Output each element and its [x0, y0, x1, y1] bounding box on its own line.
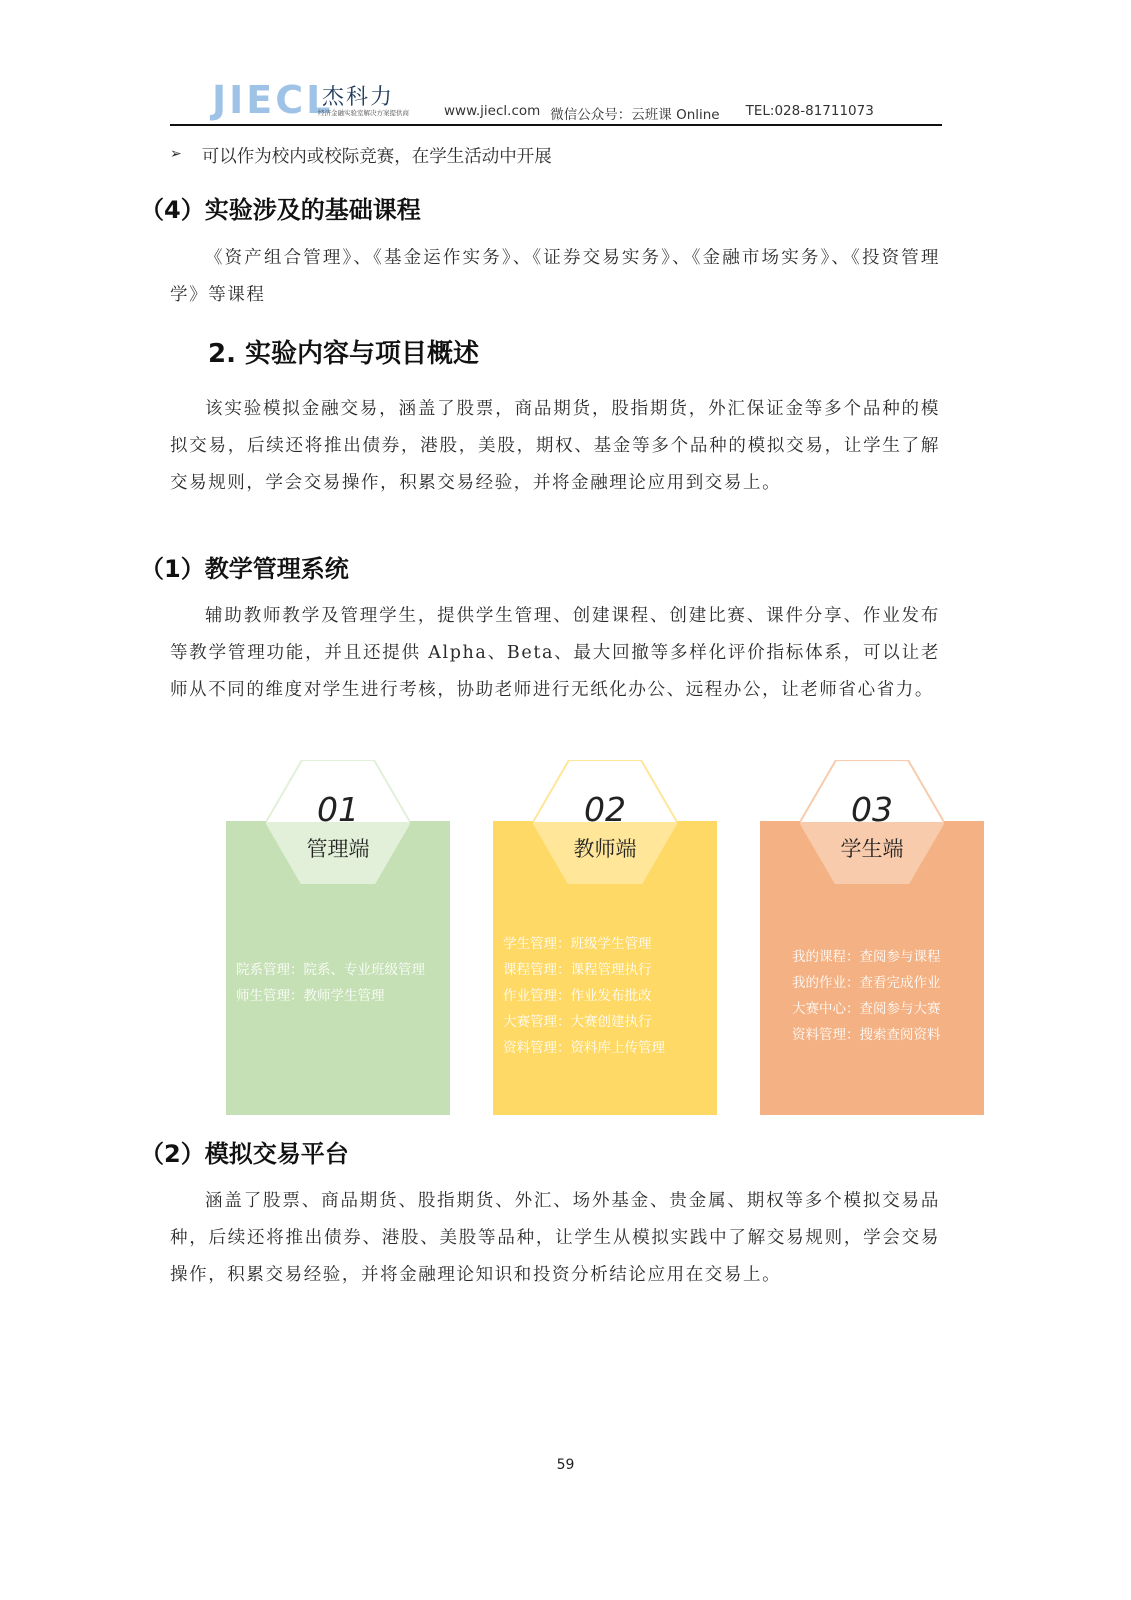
card-student-number: 03	[851, 790, 893, 829]
card-teacher-number: 02	[584, 790, 626, 829]
card-line: 大赛中心：查阅参与大赛	[792, 1001, 941, 1017]
card-admin-number: 01	[317, 790, 359, 829]
section-heading-teaching: （1）教学管理系统	[140, 555, 349, 583]
courses-paragraph: 《资产组合管理》、《基金运作实务》、《证券交易实务》、《金融市场实务》、《投资管理学》等课程	[170, 248, 940, 305]
overview-paragraph: 该实验模拟金融交易，涵盖了股票，商品期货，股指期货，外汇保证金等多个品种的模拟交易，后续还将推出债券，港股，美股，期权、基金等多个品种的模拟交易，让学生了解交易规则，学会交易操作，积累交易经验，并将金融理论应用到交易上。	[170, 399, 940, 493]
arrow-bullet-icon: ➢	[170, 146, 182, 162]
card-admin-lines	[236, 957, 425, 1009]
bullet-item	[170, 143, 552, 168]
teaching-paragraph: 辅助教师教学及管理学生，提供学生管理、创建课程、创建比赛、课件分享、作业发布等教学管理功能，并且还提供 Alpha、Beta、最大回撤等多样化评价指标体系，可以让老师从不同的维度对学生进行考核，协助老师进行无纸化办公、远程办公，让老师省心省力。	[170, 606, 940, 700]
page-number: 59	[556, 1457, 575, 1473]
card-line: 学生管理：班级学生管理	[503, 936, 652, 952]
card-line: 我的课程：查阅参与课程	[792, 949, 941, 965]
section-heading-courses: （4）实验涉及的基础课程	[140, 196, 421, 224]
trading-paragraph: 涵盖了股票、商品期货、股指期货、外汇、场外基金、贵金属、期权等多个模拟交易品种，后续还将推出债券、港股、美股等品种，让学生从模拟实践中了解交易规则，学会交易操作，积累交易经验，并将金融理论知识和投资分析结论应用在交易上。	[170, 1191, 940, 1285]
header-wechat: 微信公众号：云班课 Online	[550, 107, 720, 123]
header-divider	[170, 124, 942, 126]
card-student-title: 学生端	[840, 837, 904, 861]
card-teacher-lines	[503, 931, 665, 1061]
section-heading-overview: 2. 实验内容与项目概述	[208, 339, 480, 369]
logo-wordmark: JIECL	[212, 78, 334, 122]
header-tel: TEL:028-81711073	[745, 103, 874, 119]
logo-tagline: 经济金融实验室解决方案提供商	[318, 109, 409, 117]
header-contact	[444, 103, 874, 123]
card-line: 作业管理：作业发布批改	[503, 988, 652, 1004]
card-line: 资料管理：资料库上传管理	[503, 1040, 665, 1056]
card-admin-title: 管理端	[306, 837, 370, 861]
card-line: 课程管理：课程管理执行	[503, 962, 652, 978]
bullet-text: 可以作为校内或校际竞赛，在学生活动中开展	[201, 147, 552, 167]
card-line: 院系管理：院系、专业班级管理	[236, 962, 425, 978]
card-student-lines	[792, 944, 941, 1048]
card-line: 大赛管理：大赛创建执行	[503, 1014, 652, 1030]
card-line: 我的作业：查看完成作业	[792, 975, 941, 991]
card-line: 师生管理：教师学生管理	[236, 988, 385, 1004]
card-line: 资料管理：搜索查阅资料	[792, 1027, 941, 1043]
card-teacher-title: 教师端	[573, 837, 637, 861]
logo-chinese-name: 杰科力	[322, 85, 395, 110]
header-website: www.jiecl.com	[444, 103, 541, 119]
section-heading-trading: （2）模拟交易平台	[140, 1140, 349, 1168]
